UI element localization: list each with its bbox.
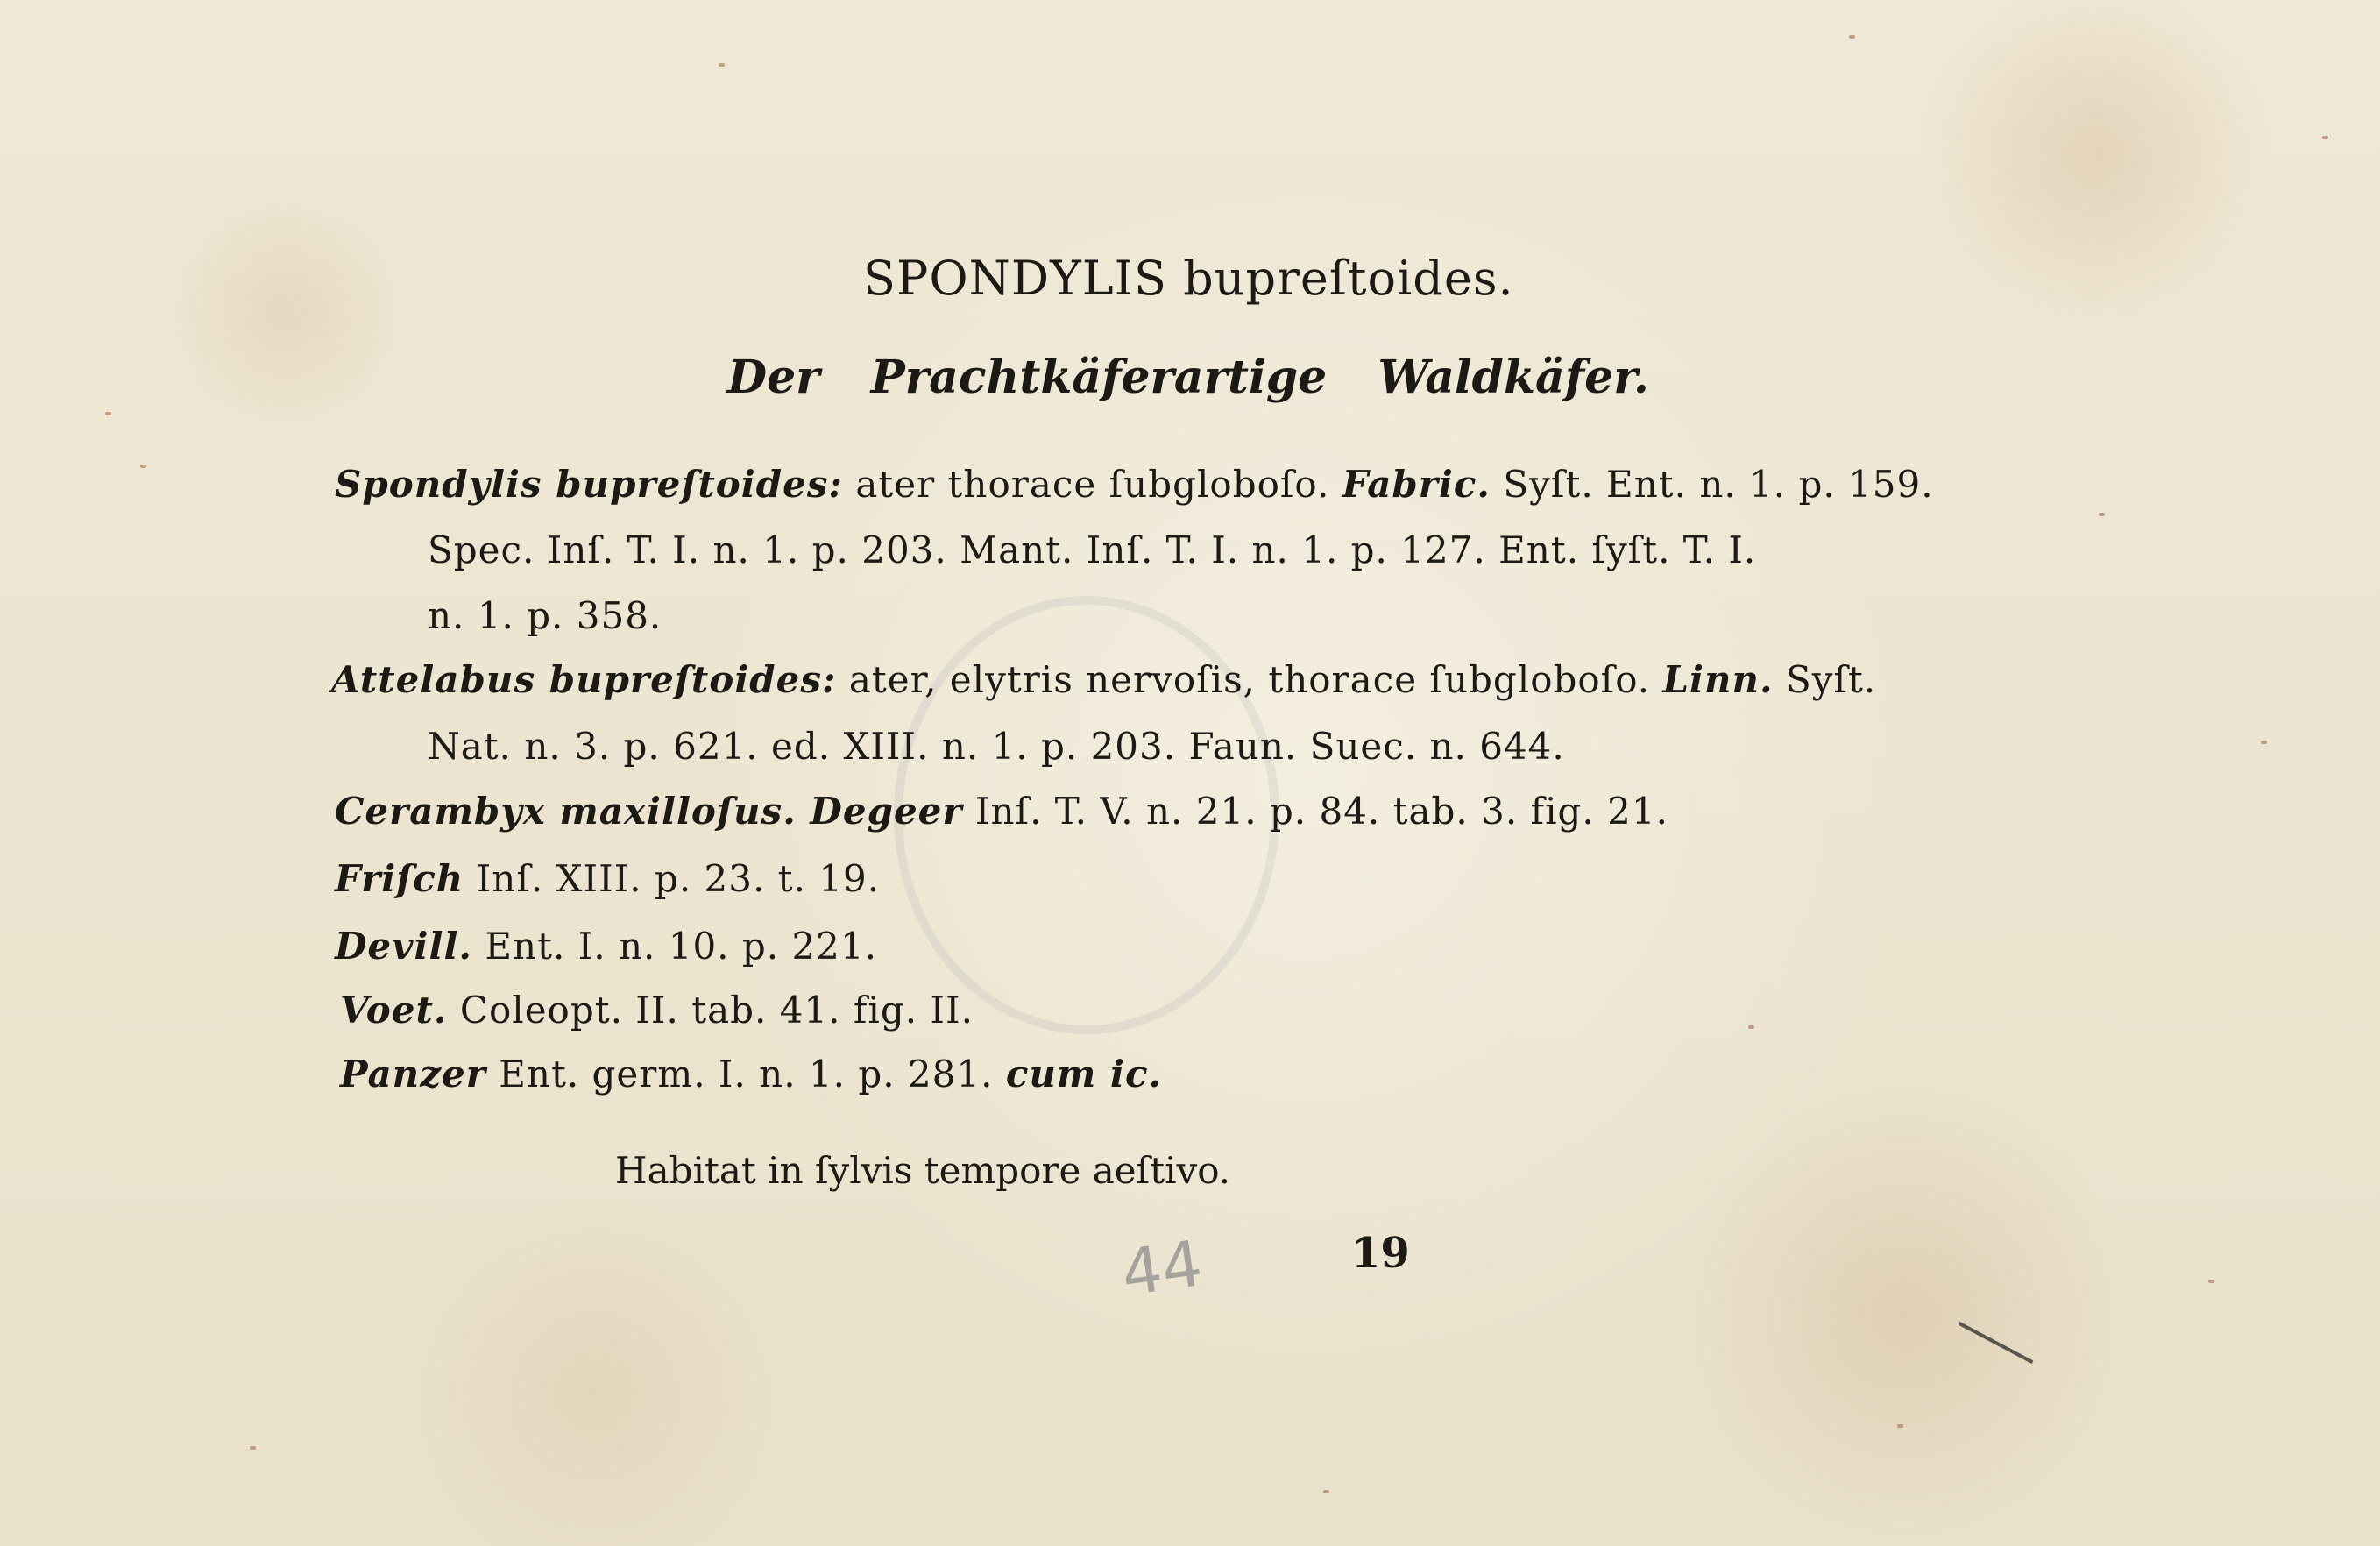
reference-note: cum ic. <box>1005 1053 1163 1096</box>
author-name: Degeer <box>796 790 963 833</box>
synonym-description: ater thorace ſubgloboſo. <box>843 463 1342 506</box>
author-name: Voet. <box>340 989 448 1032</box>
reference-text: Inſ. XIII. p. 23. t. 19. <box>464 857 881 900</box>
habitat-line: Habitat in ſylvis tempore aeſtivo. <box>615 1149 1231 1192</box>
reference-text: Syſt. Ent. n. 1. p. 159. <box>1491 463 1934 506</box>
synonym-line-6 <box>335 790 1668 833</box>
synonym-name: Spondylis bupreſtoides: <box>335 463 843 506</box>
synonym-line-8 <box>335 925 877 968</box>
author-name: Linn. <box>1662 658 1774 701</box>
reference-text: Ent. germ. I. n. 1. p. 281. <box>485 1053 1006 1096</box>
synonym-line-10 <box>340 1053 1162 1096</box>
synonym-name: Cerambyx maxilloſus. <box>335 790 797 833</box>
reference-text: Syſt. <box>1773 658 1877 701</box>
synonym-line-7 <box>335 857 880 900</box>
synonym-line-5: Nat. n. 3. p. 621. ed. XIII. n. 1. p. 203. Faun. Suec. n. 644. <box>428 725 1565 768</box>
synonym-name: Attelabus bupreſtoides: <box>331 658 837 701</box>
pencil-stroke <box>1959 1322 2034 1364</box>
page-number: 19 <box>1351 1229 1410 1278</box>
species-title: SPONDYLIS bupreſtoides. <box>863 251 1514 306</box>
synonym-line-9 <box>340 989 974 1032</box>
author-name: Friſch <box>335 857 464 900</box>
synonym-line-1 <box>335 463 1934 506</box>
reference-text: Coleopt. II. tab. 41. fig. II. <box>447 989 974 1032</box>
synonym-line-4 <box>331 658 1876 701</box>
author-name: Panzer <box>340 1053 486 1096</box>
reference-text: Ent. I. n. 10. p. 221. <box>472 925 877 968</box>
author-name: Fabric. <box>1342 463 1491 506</box>
synonym-line-3: n. 1. p. 358. <box>428 594 662 637</box>
synonym-line-2: Spec. Inſ. T. I. n. 1. p. 203. Mant. Inſ. T. I. n. 1. p. 127. Ent. ſyſt. T. I. <box>428 528 1757 571</box>
reference-text: Inſ. T. V. n. 21. p. 84. tab. 3. fig. 21. <box>962 790 1668 833</box>
author-name: Devill. <box>335 925 473 968</box>
pencil-annotation: 44 <box>1116 1226 1208 1310</box>
common-name: Der Prachtkäferartige Waldkäfer. <box>727 351 1649 404</box>
synonym-description: ater, elytris nervoſis, thorace ſubgloboſo. <box>836 658 1663 701</box>
